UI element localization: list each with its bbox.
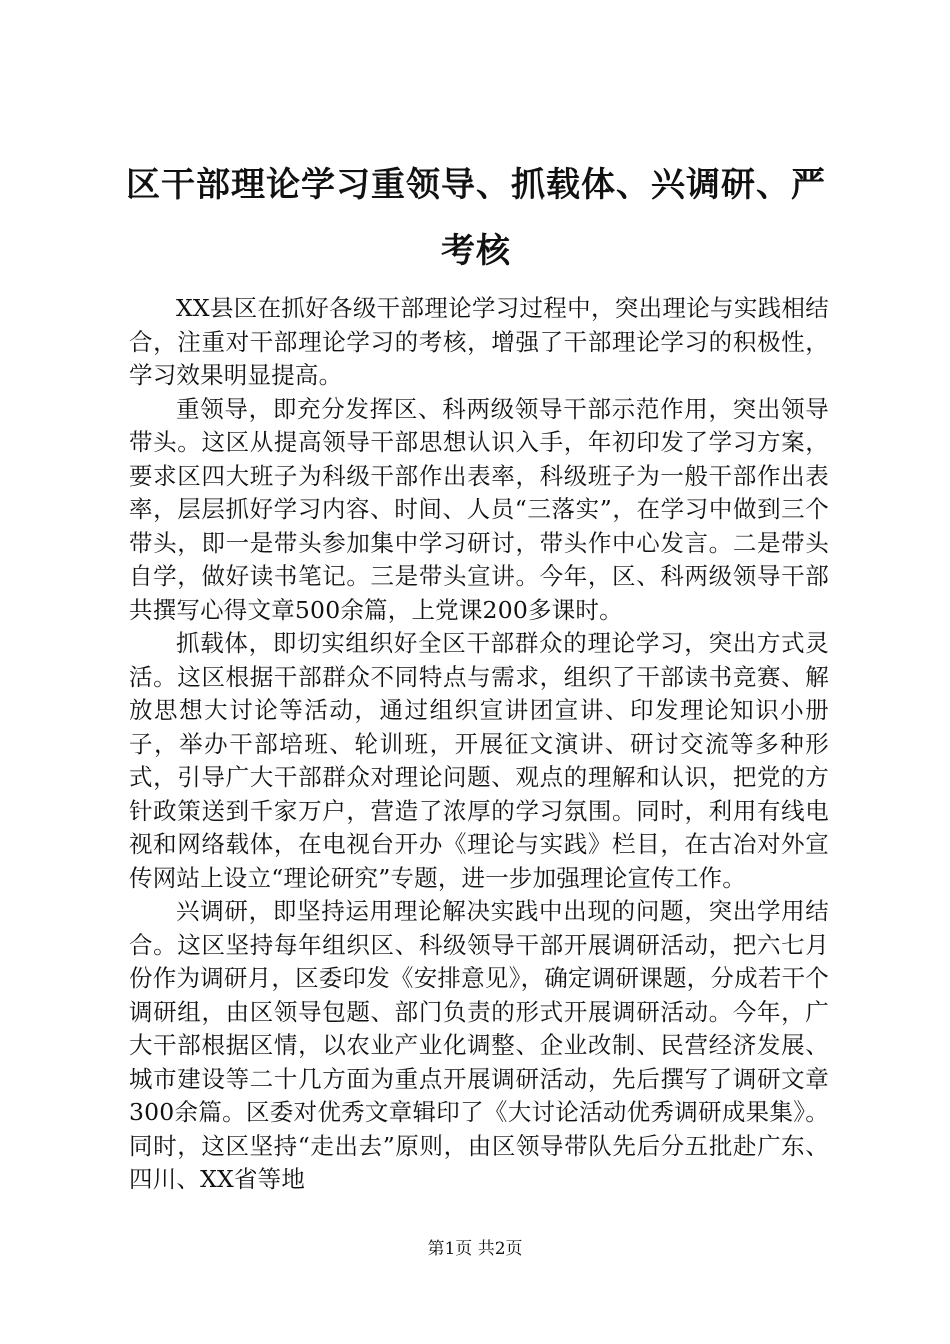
document-body	[129, 292, 829, 1197]
paragraph-research: 兴调研，即坚持运用理论解决实践中出现的问题，突出学用结合。这区坚持每年组织区、科级领导干部开展调研活动，把六七月份作为调研月，区委印发《安排意见》，确定调研课题，分成若干个调研组，由区领导包题、部门负责的形式开展调研活动。今年，广大干部根据区情，以农业产业化调整、企业改制、民营经济发展、城市建设等二十几方面为重点开展调研活动，先后撰写了调研文章300余篇。区委对优秀文章辑印了《大讨论活动优秀调研成果集》。同时，这区坚持“走出去”原则，由区领导带队先后分五批赴广东、四川、XX省等地	[129, 897, 829, 1193]
paragraph-leadership: 重领导，即充分发挥区、科两级领导干部示范作用，突出领导带头。这区从提高领导干部思想认识入手，年初印发了学习方案，要求区四大班子为科级干部作出表率，科级班子为一般干部作出表率，层层抓好学习内容、时间、人员“三落实”，在学习中做到三个带头，即一是带头参加集中学习研讨，带头作中心发言。二是带头自学，做好读书笔记。三是带头宣讲。今年，区、科两级领导干部共撰写心得文章500余篇，上党课200多课时。	[129, 394, 829, 624]
paragraph-intro: XX县区在抓好各级干部理论学习过程中，突出理论与实践相结合，注重对干部理论学习的考核，增强了干部理论学习的积极性，学习效果明显提高。	[129, 294, 829, 389]
page-footer: 第1页 共2页	[427, 1239, 523, 1259]
document-title: 区干部理论学习重领导、抓载体、兴调研、严考核	[126, 165, 826, 271]
paragraph-carrier: 抓载体，即切实组织好全区干部群众的理论学习，突出方式灵活。这区根据干部群众不同特点与需求，组织了干部读书竞赛、解放思想大讨论等活动，通过组织宣讲团宣讲、印发理论知识小册子，举办干部培班、轮训班，开展征文演讲、研讨交流等多种形式，引导广大干部群众对理论问题、观点的理解和认识，把党的方针政策送到千家万户，营造了浓厚的学习氛围。同时，利用有线电视和网络载体，在电视台开办《理论与实践》栏目，在古冶对外宣传网站上设立“理论研究”专题，进一步加强理论宣传工作。	[129, 629, 829, 892]
